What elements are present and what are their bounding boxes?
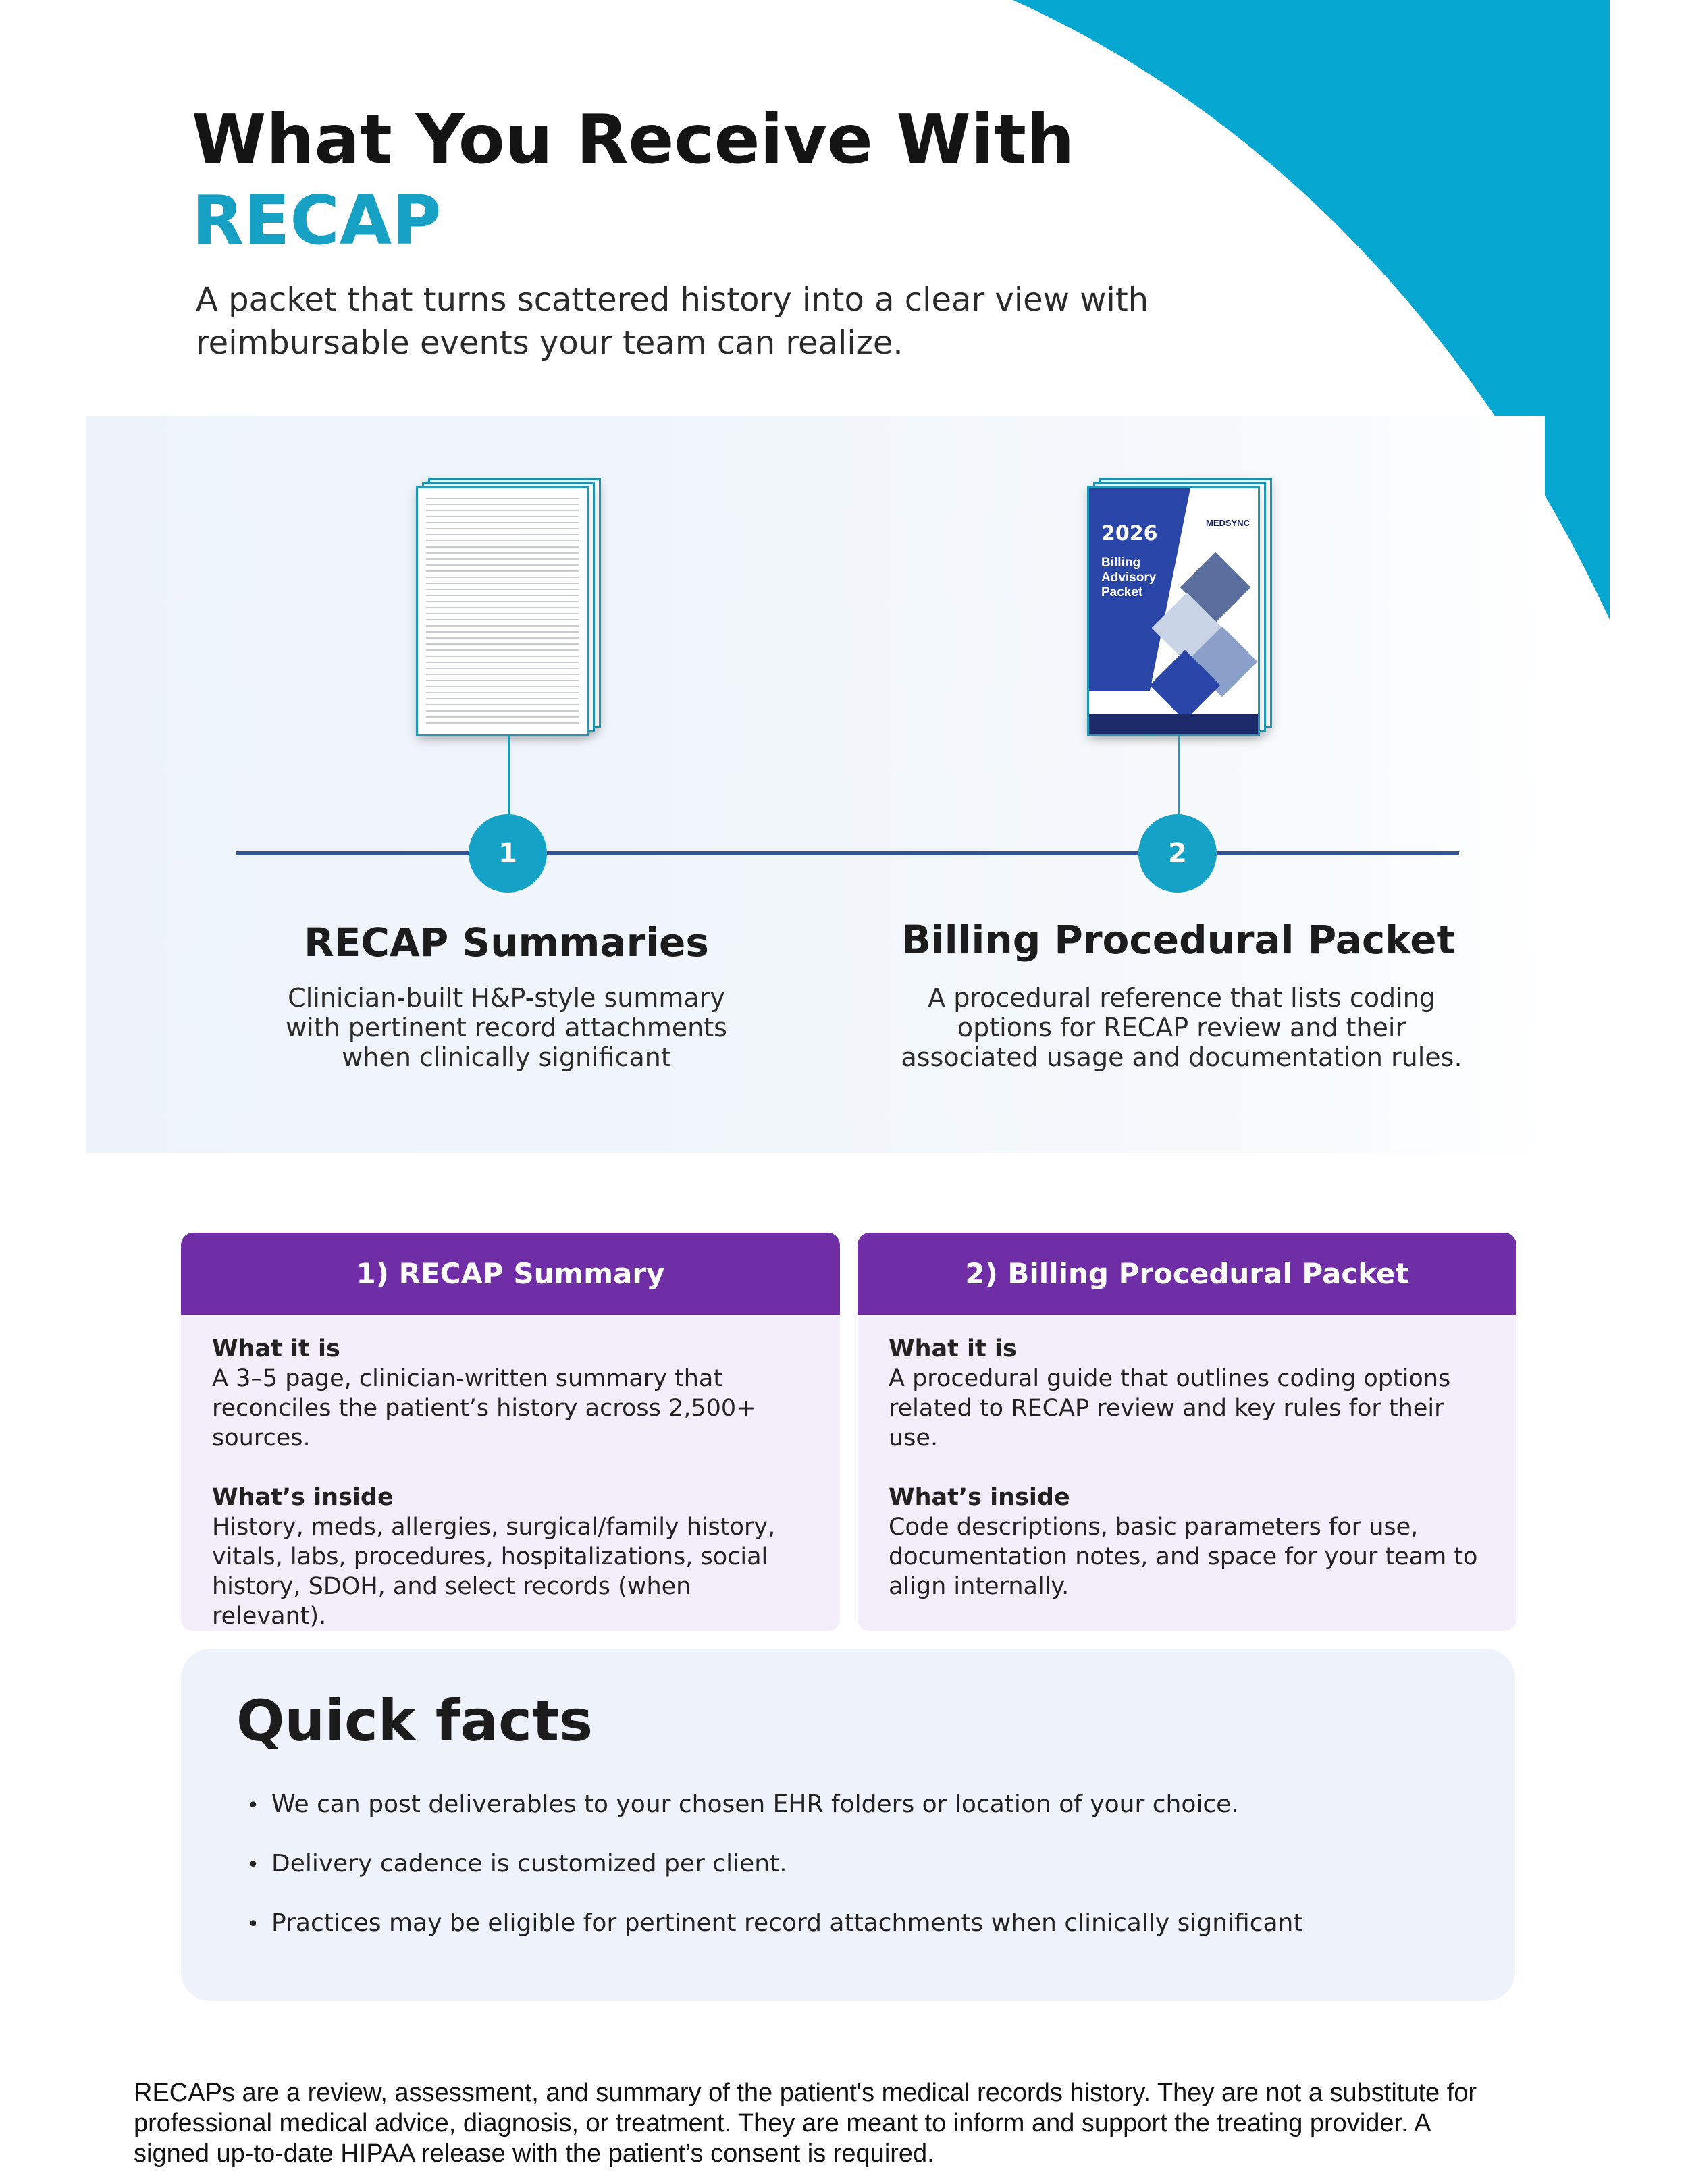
- card-text: A procedural guide that outlines coding options related to RECAP review and key rules for their use.: [889, 1365, 1451, 1451]
- step-title: Billing Procedural Packet: [901, 917, 1456, 963]
- recap-summary-card: [181, 1233, 840, 1631]
- card-label: What it is: [212, 1335, 340, 1362]
- card-label: What it is: [889, 1335, 1017, 1362]
- card-text: History, meds, allergies, surgical/family history, vitals, labs, procedures, hospitalizations, social history, SDOH, and select records (when relevant).: [212, 1514, 776, 1630]
- bullet-icon: •: [247, 1794, 259, 1817]
- billing-packet-card: [858, 1233, 1516, 1631]
- timeline-line: [236, 851, 1459, 855]
- bullet-icon: •: [247, 1913, 259, 1936]
- card-text: Code descriptions, basic parameters for use, documentation notes, and space for your team to align internally.: [889, 1514, 1478, 1600]
- card-text: A 3–5 page, clinician-written summary that reconciles the patient’s history across 2,500+ sources.: [212, 1365, 756, 1451]
- card-label: What’s inside: [212, 1484, 394, 1511]
- recap-summary-document-image: [416, 478, 598, 728]
- disclaimer-text: RECAPs are a review, assessment, and summary of the patient's medical records history. They are not a substitute for professional medical advice, diagnosis, or treatment. They are meant to inform and support the treating provider. A signed up-to-date HIPAA release with the patient’s consent is required.: [134, 2079, 1477, 2168]
- bullet-icon: •: [247, 1853, 259, 1877]
- fact-item: • Practices may be eligible for pertinent record attachments when clinically significant: [247, 1909, 1303, 1937]
- step-number-badge: 1: [469, 814, 547, 893]
- cover-title: Billing Advisory Packet: [1101, 556, 1157, 600]
- card-label: What’s inside: [889, 1484, 1070, 1511]
- quick-facts-panel: [181, 1649, 1515, 2001]
- fact-item: • Delivery cadence is customized per client.: [247, 1850, 787, 1877]
- page-title: What You Receive With: [192, 100, 1075, 179]
- quick-facts-title: Quick facts: [236, 1688, 594, 1754]
- intro-text: A packet that turns scattered history into a clear view with reimbursable events your team can realize.: [196, 281, 1149, 362]
- billing-packet-cover-image: [1087, 478, 1269, 728]
- step-description: Clinician-built H&P-style summary with pertinent record attachments when clinically significant: [286, 983, 727, 1072]
- fact-item: • We can post deliverables to your chosen EHR folders or location of your choice.: [247, 1790, 1239, 1818]
- step-number-badge: 2: [1138, 814, 1217, 893]
- connector-line: [1178, 735, 1180, 825]
- step-description: A procedural reference that lists coding options for RECAP review and their associated usage and documentation rules.: [901, 983, 1462, 1072]
- cover-brand-logo: MEDSYNC: [1205, 518, 1250, 528]
- connector-line: [508, 735, 510, 825]
- cover-year: 2026: [1101, 522, 1158, 545]
- card-header: 1) RECAP Summary: [181, 1233, 840, 1315]
- page-title-brand: RECAP: [192, 181, 442, 260]
- card-header: 2) Billing Procedural Packet: [858, 1233, 1516, 1315]
- step-title: RECAP Summaries: [304, 920, 709, 965]
